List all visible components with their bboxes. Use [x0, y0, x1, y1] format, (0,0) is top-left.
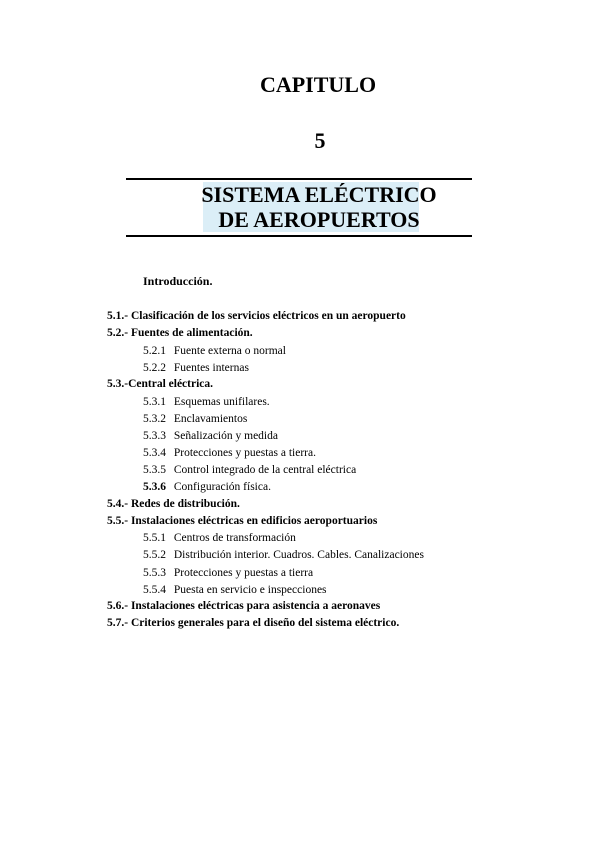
- toc-entry-5-3-1: [143, 395, 270, 409]
- toc-number: 5.5.2: [143, 549, 166, 561]
- toc-entry-5-6: 5.6.- Instalaciones eléctricas para asistencia a aeronaves: [107, 600, 381, 612]
- toc-entry-5-3-5: [143, 463, 356, 477]
- toc-entry-5-5-3: [143, 566, 313, 580]
- chapter-title-line-1: SISTEMA ELÉCTRICO: [201, 182, 437, 207]
- toc-number: 5.3.6: [143, 481, 166, 493]
- toc-entry-5-2: 5.2.- Fuentes de alimentación.: [107, 327, 253, 339]
- title-top-rule: [126, 178, 472, 180]
- toc-number: 5.2.1: [143, 345, 166, 357]
- toc-text: Control integrado de la central eléctrica: [173, 464, 357, 476]
- intro-heading: Introducción.: [143, 274, 213, 288]
- toc-entry-5-3-3: [143, 429, 278, 443]
- toc-text: Protecciones y puestas a tierra.: [173, 447, 316, 459]
- toc-entry-5-7: 5.7.- Criterios generales para el diseño del sistema eléctrico.: [107, 617, 400, 629]
- toc-number: 5.3.2: [143, 413, 166, 425]
- toc-text: Configuración física.: [173, 481, 271, 493]
- toc-text: Centros de transformación: [173, 532, 296, 544]
- toc-text: Enclavamientos: [173, 413, 248, 425]
- toc-text: Esquemas unifilares.: [173, 396, 270, 408]
- toc-entry-5-2-2: [143, 361, 249, 375]
- toc-entry-5-3-2: [143, 412, 247, 426]
- toc-entry-5-3: 5.3.-Central eléctrica.: [107, 378, 214, 390]
- toc-text: Puesta en servicio e inspecciones: [173, 584, 327, 596]
- toc-number: 5.5.1: [143, 532, 166, 544]
- toc-number: 5.3.4: [143, 447, 166, 459]
- toc-number: 5.5.4: [143, 584, 166, 596]
- toc-entry-5-3-6: [143, 480, 271, 494]
- toc-text: Protecciones y puestas a tierra: [173, 567, 314, 579]
- chapter-label: CAPITULO: [259, 72, 377, 97]
- chapter-number: 5: [314, 128, 326, 153]
- toc-number: 5.3.5: [143, 464, 166, 476]
- toc-entry-5-3-4: [143, 446, 316, 460]
- toc-number: 5.3.1: [143, 396, 166, 408]
- toc-entry-5-2-1: [143, 344, 286, 358]
- toc-text: Señalización y medida: [173, 430, 278, 442]
- toc-text: Fuente externa o normal: [173, 345, 286, 357]
- toc-number: 5.3.3: [143, 430, 166, 442]
- toc-number: 5.2.2: [143, 362, 166, 374]
- toc-entry-5-5: 5.5.- Instalaciones eléctricas en edificios aeroportuarios: [107, 515, 378, 527]
- chapter-title-line-2: DE AEROPUERTOS: [218, 207, 420, 232]
- toc-entry-5-5-4: [143, 583, 327, 597]
- toc-entry-5-4: 5.4.- Redes de distribución.: [107, 498, 240, 510]
- toc-entry-5-5-2: [143, 548, 424, 562]
- toc-text: Fuentes internas: [173, 362, 249, 374]
- title-bottom-rule: [126, 235, 472, 237]
- toc-entry-5-5-1: [143, 531, 296, 545]
- toc-text: Distribución interior. Cuadros. Cables. Canalizaciones: [173, 549, 424, 561]
- toc-number: 5.5.3: [143, 567, 166, 579]
- toc-entry-5-1: 5.1.- Clasificación de los servicios eléctricos en un aeropuerto: [107, 310, 406, 322]
